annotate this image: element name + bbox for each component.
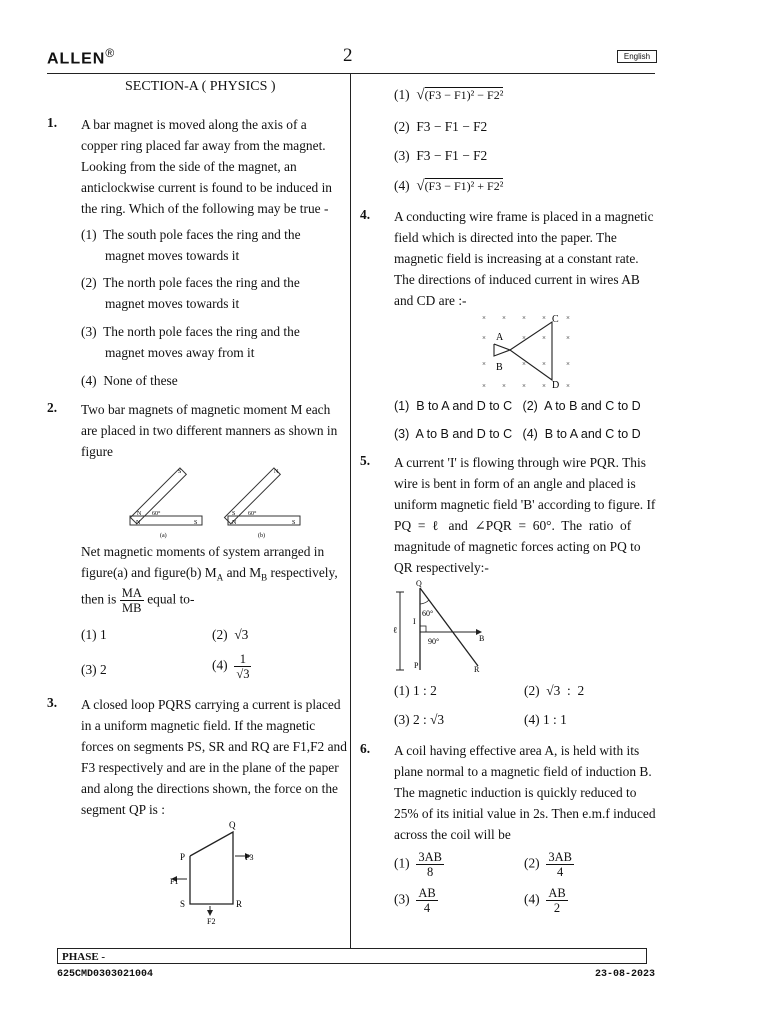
svg-text:×: × (566, 382, 570, 390)
svg-text:P: P (180, 852, 186, 862)
q2-option-2[interactable]: (2) √3 (212, 627, 249, 642)
svg-text:S: S (194, 520, 198, 526)
q5-option-4[interactable]: (4) 1 : 1 (524, 712, 567, 727)
q1-option-2[interactable]: (2) The north pole faces the ring and the magnet moves towards it (81, 275, 300, 311)
svg-text:ℓ: ℓ (393, 625, 398, 635)
svg-text:S: S (232, 511, 236, 517)
q3-option-2[interactable]: (2) F3 − F1 − F2 (394, 119, 488, 134)
svg-text:B: B (496, 362, 503, 373)
paper-code: 625CMD0303021004 (57, 969, 154, 980)
svg-text:×: × (502, 382, 506, 390)
q5-option-1[interactable]: (1) 1 : 2 (394, 683, 437, 698)
q3-loop-figure (165, 816, 265, 928)
svg-text:×: × (522, 334, 526, 342)
svg-text:×: × (542, 314, 546, 322)
q2-magnet-figure (120, 463, 320, 543)
q4-options-row-2[interactable]: (3) A to B and D to C (4) B to A and C to D (394, 427, 641, 441)
svg-text:60°: 60° (422, 609, 434, 618)
q4-number: 4. (360, 207, 371, 222)
q2-option-4[interactable]: (4) $\frac{1}{√3}$ (212, 652, 250, 681)
svg-text:×: × (522, 314, 526, 322)
svg-text:60°: 60° (248, 511, 257, 517)
q5-text: A current 'I' is flowing through wire PQR. This wire is bent in form of an angle and placed is uniform magnetic field 'B' according to figure. If PQ = ℓ and ∠PQR = 60°. The ratio of magnitude of magnetic forces acting on PQ to QR respectively:- (394, 455, 656, 575)
page-number: 2 (343, 45, 353, 66)
svg-text:×: × (566, 334, 570, 342)
svg-text:×: × (482, 314, 486, 322)
section-title: SECTION-A ( PHYSICS ) (125, 79, 276, 94)
q3-option-3[interactable]: (3) F3 − F1 − F2 (394, 148, 488, 163)
ratio-fraction: $\frac{MA}{MB}$ (121, 586, 142, 615)
q1-option-1[interactable]: (1) The south pole faces the ring and the magnet moves towards it (81, 227, 301, 263)
svg-text:60°: 60° (152, 511, 161, 517)
q1-number: 1. (47, 115, 58, 130)
q2-text: Two bar magnets of magnetic moment M each are placed in two different manners as shown in figure (81, 402, 338, 459)
svg-text:R: R (474, 665, 480, 674)
svg-text:N: N (137, 511, 142, 517)
svg-text:B: B (479, 634, 485, 643)
svg-text:N: N (274, 469, 279, 475)
phase-box: PHASE - (57, 948, 647, 964)
svg-text:D: D (552, 380, 560, 391)
svg-text:×: × (522, 382, 526, 390)
svg-text:S: S (178, 469, 182, 475)
svg-text:90°: 90° (428, 637, 440, 646)
q4-text: A conducting wire frame is placed in a magnetic field which is directed into the paper. The magnetic field is increasing at a constant rate. The directions of induced current in wires AB and CD are :- (394, 209, 654, 308)
q2-text-after: Net magnetic moments of system arranged in figure(a) and figure(b) $M_A$ and $M_B$ respectively, (81, 544, 338, 583)
q5-number: 5. (360, 453, 371, 468)
q4-wire-frame-figure (478, 310, 578, 392)
q5-option-3[interactable]: (3) 2 : √3 (394, 712, 445, 727)
svg-text:(b): (b) (258, 533, 265, 539)
q6-option-1[interactable]: (1) $\frac{3AB}{8}$ (394, 850, 442, 879)
q5-bent-wire-figure (392, 578, 492, 674)
header-rule (47, 73, 655, 74)
svg-text:F2: F2 (207, 917, 216, 926)
svg-text:×: × (566, 360, 570, 368)
q3-option-1[interactable]: (1) √(F3 − F1)² − F2² (394, 87, 504, 103)
svg-text:×: × (482, 360, 486, 368)
svg-text:F1: F1 (170, 877, 179, 886)
q2-option-1[interactable]: (1) 1 (81, 627, 107, 642)
svg-text:N: N (232, 520, 237, 526)
q2-ratio-line: then is $\frac{MA}{MB}$ equal to- (81, 586, 195, 615)
svg-text:×: × (542, 360, 546, 368)
q2-number: 2. (47, 400, 58, 415)
allen-logo: ALLEN® (47, 46, 116, 68)
q1-option-3[interactable]: (3) The north pole faces the ring and the magnet moves away from it (81, 324, 300, 360)
svg-text:R: R (236, 899, 243, 909)
svg-text:×: × (542, 382, 546, 390)
q4-options-row-1[interactable]: (1) B to A and D to C (2) A to B and C to D (394, 399, 641, 413)
svg-text:Q: Q (416, 579, 422, 588)
svg-text:I: I (413, 617, 416, 626)
svg-text:F3: F3 (245, 853, 254, 862)
svg-text:×: × (482, 334, 486, 342)
exam-date: 23-08-2023 (595, 969, 656, 980)
q5-option-2[interactable]: (2) √3 : 2 (524, 683, 585, 698)
q6-number: 6. (360, 741, 371, 756)
q6-option-2[interactable]: (2) $\frac{3AB}{4}$ (524, 850, 572, 879)
svg-text:×: × (542, 334, 546, 342)
column-divider (350, 73, 351, 948)
svg-text:S: S (180, 899, 186, 909)
q2-option-3[interactable]: (3) 2 (81, 662, 107, 677)
q3-option-4[interactable]: (4) √(F3 − F1)² + F2² (394, 178, 504, 194)
svg-text:×: × (566, 314, 570, 322)
svg-text:C: C (552, 314, 559, 325)
svg-text:×: × (522, 360, 526, 368)
svg-text:×: × (482, 382, 486, 390)
svg-text:P: P (414, 661, 419, 670)
q1-text: A bar magnet is moved along the axis of a copper ring placed far away from the magnet. Looking from the side of the magnet, an anticlockwise current is found to be induced in the ring. Which of the following may be true - (81, 117, 333, 216)
q3-number: 3. (47, 695, 58, 710)
language-badge: English (617, 50, 657, 63)
q6-option-4[interactable]: (4) $\frac{AB}{2}$ (524, 886, 566, 915)
svg-text:(a): (a) (160, 533, 167, 539)
svg-text:N: N (136, 520, 141, 526)
q1-option-4[interactable]: (4) None of these (81, 373, 178, 388)
q3-text: A closed loop PQRS carrying a current is placed in a uniform magnetic field. If the magnetic forces on segments PS, SR and RQ are F1,F2 and F3 respectively and are in the plane of the paper and along the directions shown, the force on the segment QP is : (81, 697, 347, 817)
svg-text:×: × (502, 314, 506, 322)
svg-text:S: S (292, 520, 296, 526)
q6-text: A coil having effective area A, is held with its plane normal to a magnetic field of induction B. The magnetic induction is quickly reduced to 25% of its initial value in 2s. Then e.m.f induced across the coil will be (394, 743, 656, 842)
svg-text:Q: Q (229, 820, 236, 830)
svg-text:A: A (496, 332, 504, 343)
q6-option-3[interactable]: (3) $\frac{AB}{4}$ (394, 886, 436, 915)
